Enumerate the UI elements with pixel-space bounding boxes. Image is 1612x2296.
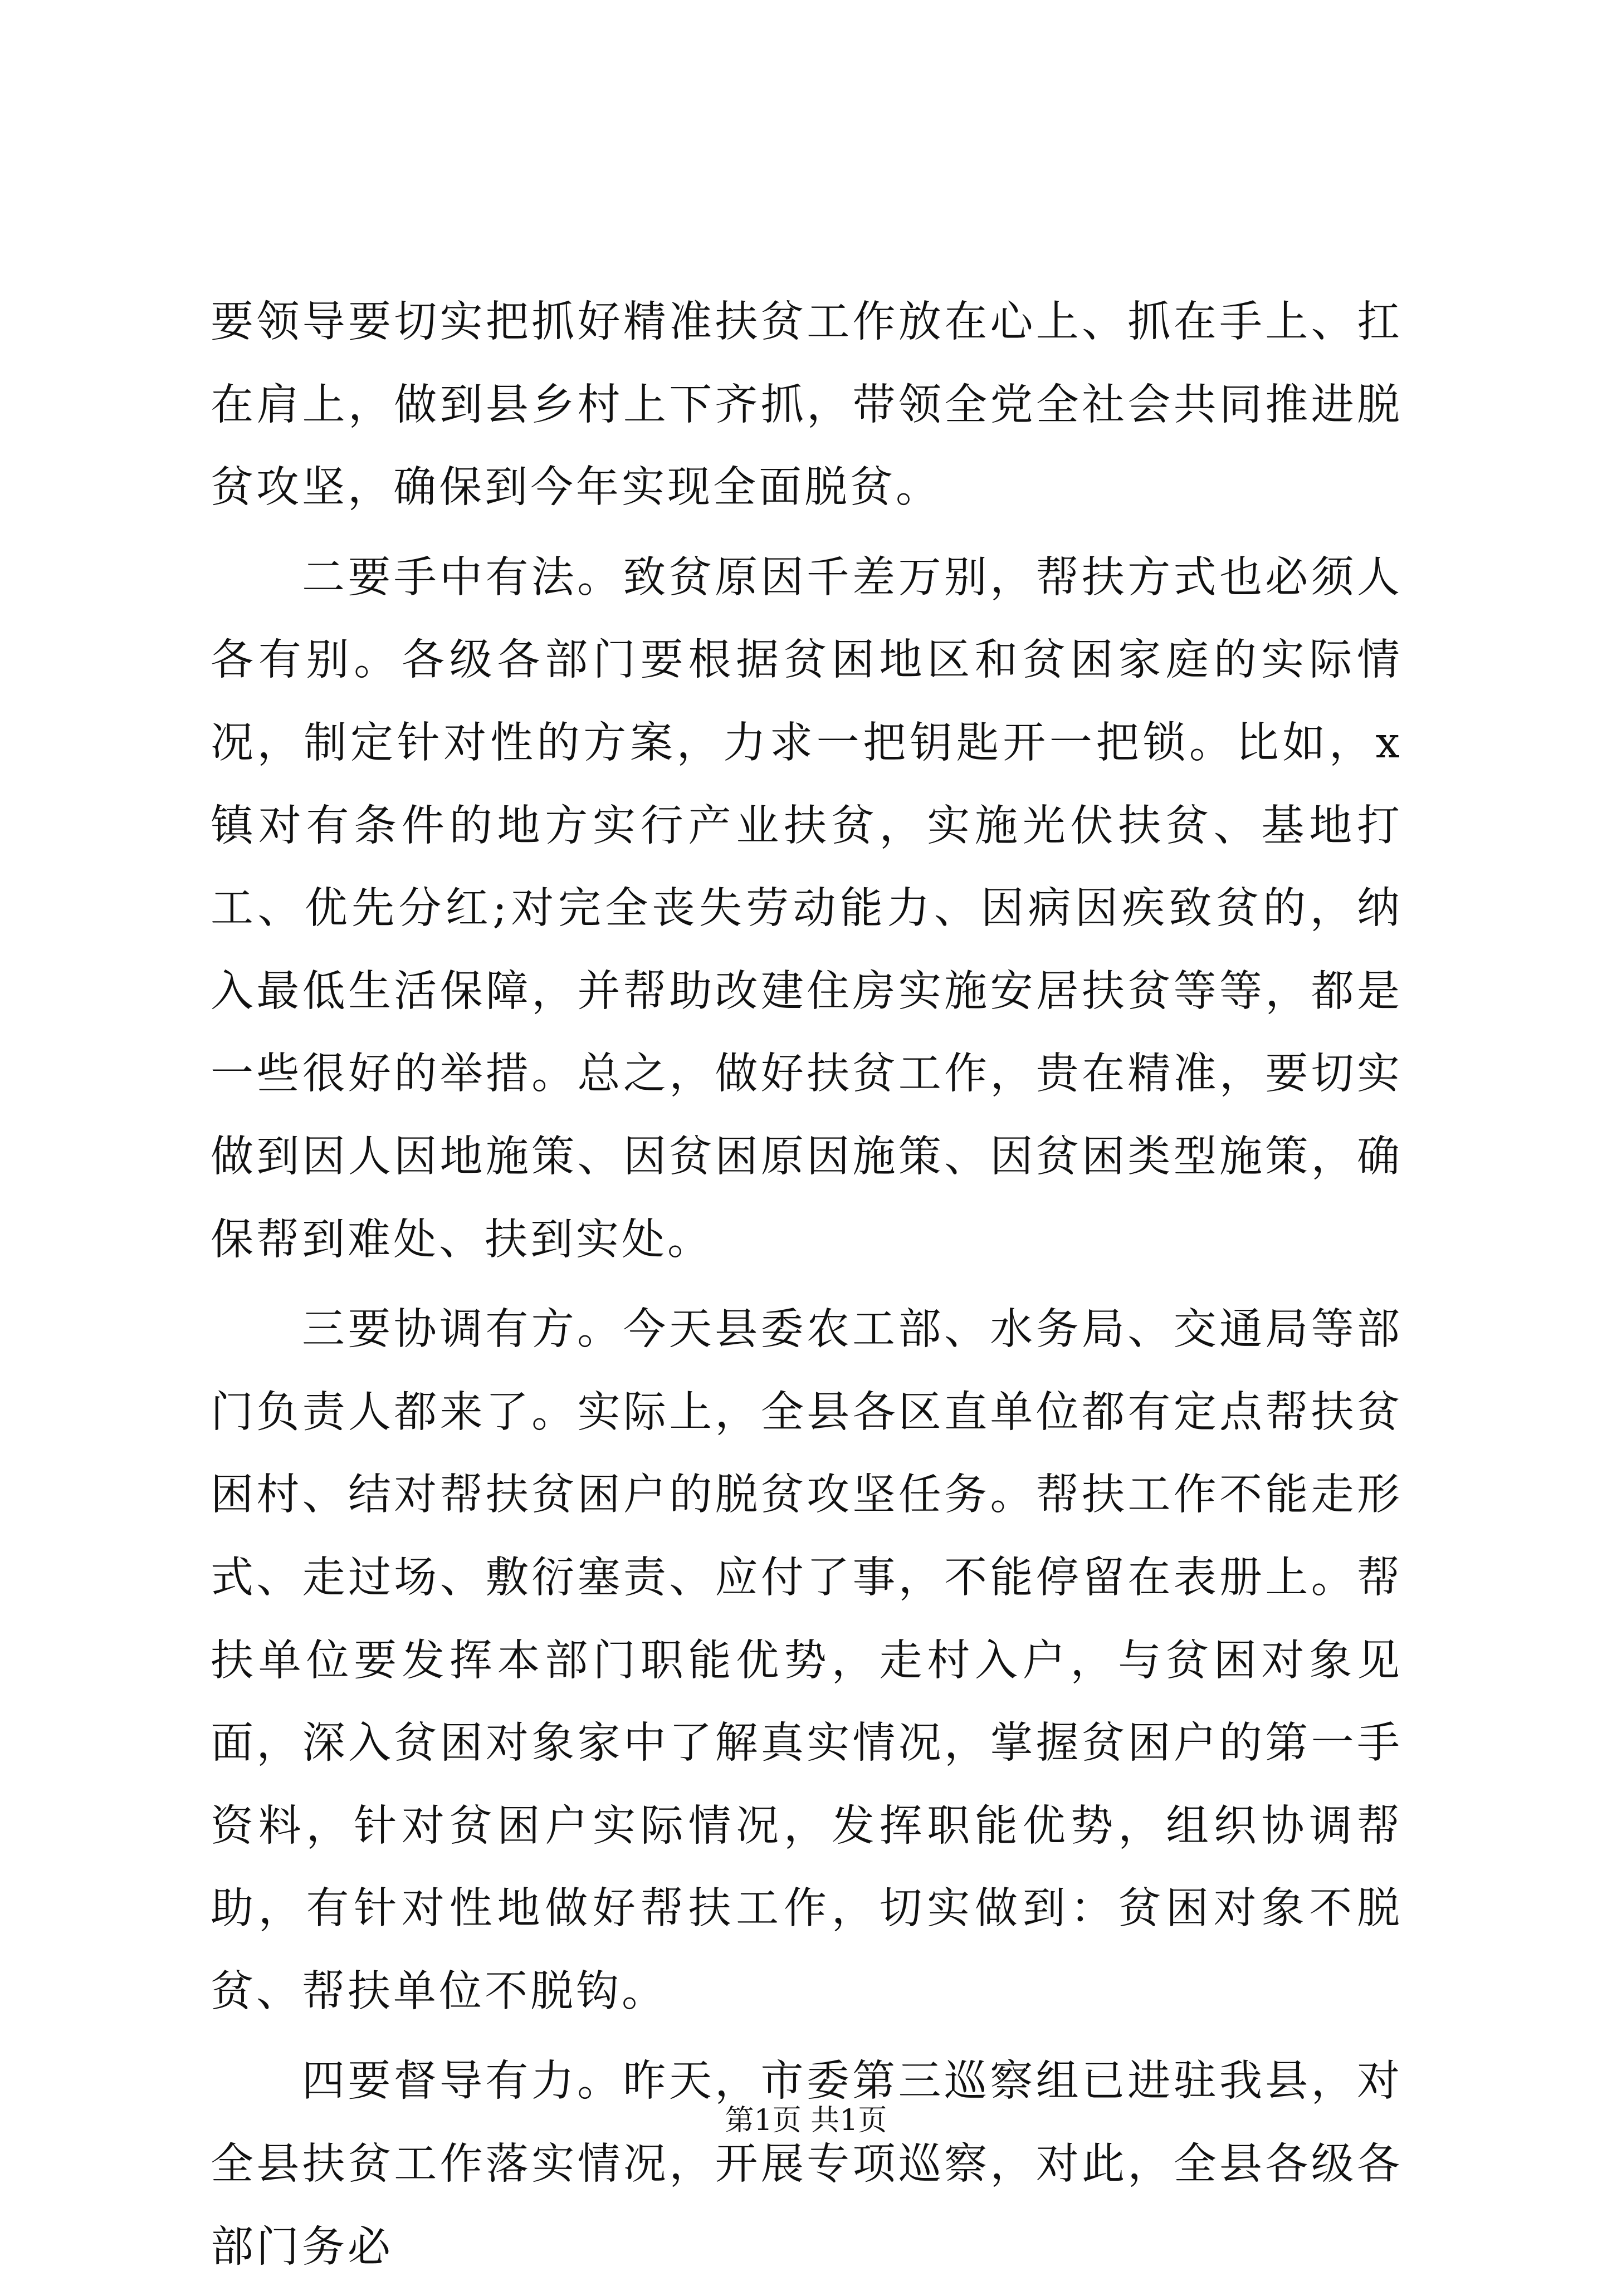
page-number-footer: 第1页 共1页 xyxy=(725,2104,887,2137)
paragraph-continuation: 要领导要切实把抓好精准扶贫工作放在心上、抓在手上、扛在肩上，做到县乡村上下齐抓，带领全党全社会共同推进脱贫攻坚，确保到今年实现全面脱贫。 xyxy=(211,297,1403,513)
paragraph-point-two: 二要手中有法。致贫原因千差万别，帮扶方式也必须人各有别。各级各部门要根据贫困地区和贫困家庭的实际情况，制定针对性的方案，力求一把钥匙开一把锁。比如，x镇对有条件的地方实行产业扶贫，实施光伏扶贫、基地打工、优先分红;对完全丧失劳动能力、因病因疾致贫的，纳入最低生活保障，并帮助改建住房实施安居扶贫等等，都是一些很好的举措。总之，做好扶贫工作，贵在精准，要切实做到因人因地施策、因贫困原因施策、因贫困类型施策，确保帮到难处、扶到实处。 xyxy=(211,552,1403,1265)
paragraph-point-three: 三要协调有方。今天县委农工部、水务局、交通局等部门负责人都来了。实际上，全县各区直单位都有定点帮扶贫困村、结对帮扶贫困户的脱贫攻坚任务。帮扶工作不能走形式、走过场、敷衍塞责、应付了事，不能停留在表册上。帮扶单位要发挥本部门职能优势，走村入户，与贫困对象见面，深入贫困对象家中了解真实情况，掌握贫困户的第一手资料，针对贫困户实际情况，发挥职能优势，组织协调帮助，有针对性地做好帮扶工作，切实做到：贫困对象不脱贫、帮扶单位不脱钩。 xyxy=(211,1305,1403,2016)
document-body xyxy=(211,281,1403,2296)
paragraph-point-four: 四要督导有力。昨天，市委第三巡察组已进驻我县，对全县扶贫工作落实情况，开展专项巡察，对此，全县各级各部门务必 xyxy=(211,2057,1403,2272)
